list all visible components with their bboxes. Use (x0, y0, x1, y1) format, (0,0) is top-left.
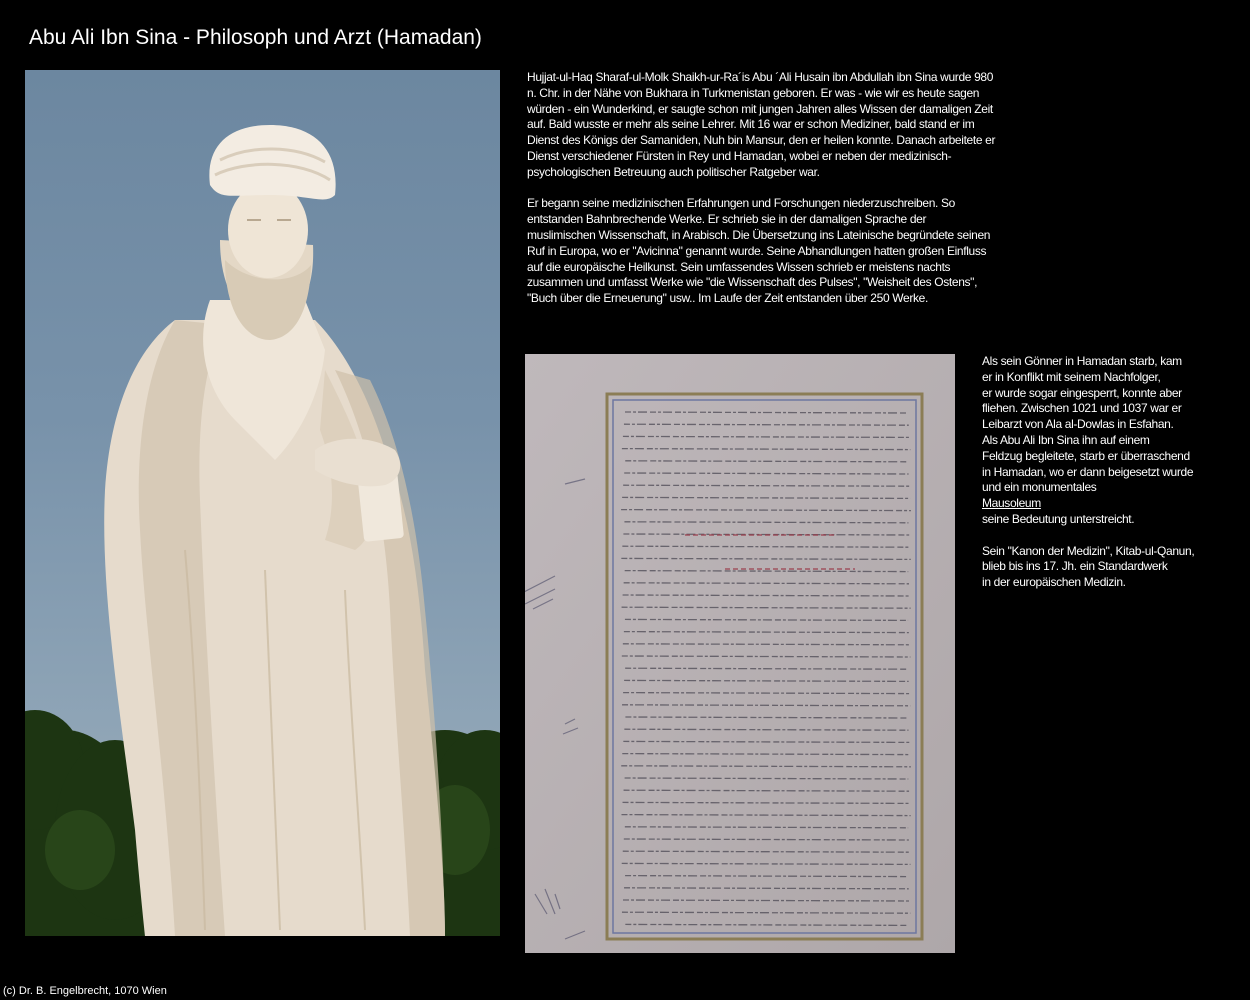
side-after-link: seine Bedeutung unterstreicht. (982, 511, 1135, 526)
side-text-line: blieb bis ins 17. Jh. ein Standardwerk (982, 559, 1168, 574)
side-paragraph-2 (982, 544, 1222, 591)
intro-paragraph-1: Hujjat-ul-Haq Sharaf-ul-Molk Shaikh-ur-Ra´is Abu ´Ali Husain ibn Abdullah ibn Sina wurde 980 n. Chr. in der Nähe von Bukhara in Turkmenistan geboren. Er was - wie wir es heute sagen würden - ein Wunderkind, er saugte schon mit jungen Jahren alles Wissen der damaligen Zeit auf. Bald wusste er mehr als seine Lehrer. Mit 16 war er schon Mediziner, bald stand er im Dienst des Königs der Samaniden, Nuh bin Mansur, den er heilen konnte. Danach arbeitete er Dienst verschiedener Fürsten in Rey und Hamadan, wobei er neben der medizinisch-psychologischen Betreuung auch politischer Ratgeber war. (527, 70, 996, 179)
side-text-line: in der europäischen Medizin. (982, 575, 1126, 590)
side-text-line: Feldzug begleitete, starb er überraschend (982, 448, 1190, 463)
side-text (982, 354, 1222, 591)
page-title: Abu Ali Ibn Sina - Philosoph und Arzt (Hamadan) (29, 26, 482, 49)
side-paragraph-1 (982, 354, 1222, 528)
side-text-line: und ein monumentales (982, 480, 1097, 495)
intro-paragraph-2: Er begann seine medizinischen Erfahrungen und Forschungen niederzuschreiben. So entstanden Bahnbrechende Werke. Er schrieb sie in der damaligen Sprache der muslimischen Wissenschaft, in Arabisch. Die Übersetzung ins Lateinische begründete seinen Ruf in Europa, wo er "Avicinna" genannt wurde. Seine Abhandlungen hatten großen Einfluss auf die europäische Heilkunst. Sein umfassendes Wissen schrieb er meistens nachts zusammen und umfasst Werke wie "die Wissenschaft des Pulses", "Weisheit des Ostens", "Buch über die Erneuerung" usw.. Im Laufe der Zeit entstanden über 250 Werke. (527, 196, 991, 306)
side-text-line: Leibarzt von Ala al-Dowlas in Esfahan. (982, 417, 1174, 432)
statue-photo (25, 70, 500, 936)
intro-text (527, 70, 997, 307)
side-text-line: er wurde sogar eingesperrt, konnte aber (982, 385, 1182, 400)
side-text-line: Als Abu Ali Ibn Sina ihn auf einem (982, 432, 1150, 447)
footer-copyright: (c) Dr. B. Engelbrecht, 1070 Wien (3, 985, 167, 997)
side-text-line: Als sein Gönner in Hamadan starb, kam (982, 354, 1182, 368)
side-text-line: fliehen. Zwischen 1021 und 1037 war er (982, 401, 1182, 416)
side-text-line: Sein "Kanon der Medizin", Kitab-ul-Qanun, (982, 543, 1195, 558)
manuscript-photo (525, 354, 955, 953)
side-text-line: in Hamadan, wo er dann beigesetzt wurde (982, 464, 1194, 479)
mausoleum-link[interactable]: Mausoleum (982, 496, 1041, 511)
side-text-line: er in Konflikt mit seinem Nachfolger, (982, 369, 1161, 384)
statue-turban (209, 125, 335, 199)
